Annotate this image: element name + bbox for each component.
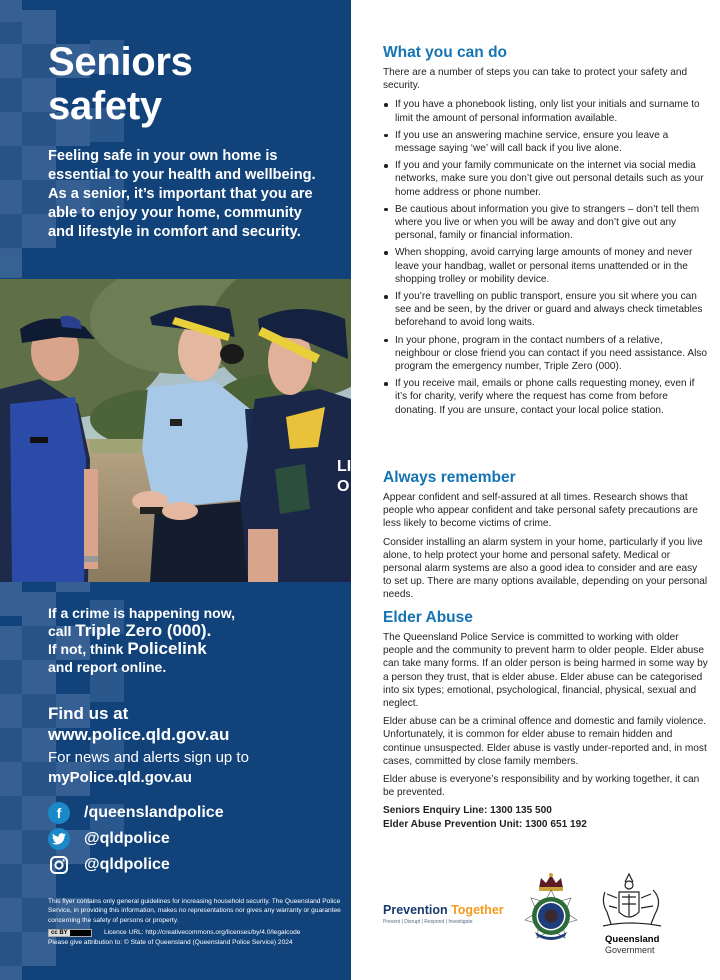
seniors-enquiry-line: Seniors Enquiry Line: 1300 135 500 <box>383 805 552 817</box>
alerts-label: For news and alerts sign up to <box>48 749 249 766</box>
together-word: Together <box>451 903 504 917</box>
queensland-police-badge-icon <box>521 872 581 948</box>
elder-abuse-unit-line: Elder Abuse Prevention Unit: 1300 651 192 <box>383 818 587 830</box>
facebook-handle[interactable]: /queenslandpolice <box>84 804 224 821</box>
remember-paragraph: Consider installing an alarm system in your home, particularly if you live alone, to help protect your home and personal safety. Medical or personal alarm systems are also a good idea to consider and are easy to set up. There are many options available, depending on your personal needs. <box>383 536 708 601</box>
find-us-label: Find us at <box>48 704 129 723</box>
tips-list <box>383 98 708 416</box>
social-links <box>48 800 224 878</box>
social-twitter[interactable] <box>48 826 224 852</box>
prevention-together-logo <box>383 903 504 917</box>
remember-paragraph: Appear confident and self-assured at all times. Research shows that people who appear confident and take personal safety precautions are less likely to become victims of crime. <box>383 492 698 530</box>
tip-item: If you use an answering machine service, ensure you leave a message saying ‘we’ will call back if you live alone. <box>383 129 708 155</box>
tip-item: When shopping, avoid carrying large amounts of money and never leave your handbag, wallet or personal items unattended or in the shopping trolley or mobility device. <box>383 246 708 286</box>
tip-item: Be cautious about information you give to strangers – don’t tell them where you live or when you will be away and don’t give out any personal, family or financial information. <box>383 203 708 243</box>
emergency-callout <box>48 604 338 676</box>
disclaimer-text: This flyer contains only general guidelines for increasing household security. The Queensland Police Service, in providing this information, makes no representations nor gives any warranty or guarantee concerning the safety of persons or property. <box>48 898 341 924</box>
heading-always-remember: Always remember <box>383 469 516 486</box>
section-always-remember <box>383 469 708 602</box>
what-intro: There are a number of steps you can take to protect your safety and security. <box>383 67 688 92</box>
facebook-icon: f <box>48 802 70 824</box>
title-line-1: Seniors <box>48 40 193 84</box>
tip-item: If you’re travelling on public transport, ensure you sit where you can see and be seen, by the driver or guard and always check timetables beforehand to avoid long waits. <box>383 290 708 330</box>
callout-line-2 <box>48 622 338 640</box>
elder-paragraph: The Queensland Police Service is committed to working with older people and the community to prevent harm to older people. Elder abuse can take many forms. If an older person is being harmed in some way by a person they trust, that is elder abuse. Elder abuse can be categorised into six types; emotional, psychological, financial, physical, sexual and neglect. <box>383 632 708 710</box>
instagram-handle[interactable]: @qldpolice <box>84 856 170 873</box>
callout-line-3 <box>48 640 338 658</box>
elder-paragraph: Elder abuse is everyone’s responsibility and by working together, it can be prevented. <box>383 774 700 799</box>
licence-row <box>48 928 348 937</box>
coat-of-arms-icon <box>597 872 667 932</box>
policelink-text: Policelink <box>127 639 207 658</box>
callout-call-prefix: call <box>48 623 76 639</box>
tip-item: If you have a phonebook listing, only list your initials and surname to limit the amount of personal information available. <box>383 98 708 124</box>
disclaimer <box>48 897 348 947</box>
section-elder-abuse <box>383 609 708 831</box>
social-facebook[interactable] <box>48 800 224 826</box>
tip-item: If you receive mail, emails or phone calls requesting money, even if it’s for charity, verify where the request has come from before donating. If you are unsure, contact your local police station. <box>383 377 708 417</box>
callout-think-prefix: If not, think <box>48 641 128 657</box>
creative-commons-icon <box>48 929 92 937</box>
section-what-you-can-do <box>383 44 708 421</box>
twitter-handle[interactable]: @qldpolice <box>84 830 170 847</box>
hero-photo <box>0 279 351 582</box>
tip-item: In your phone, program in the contact numbers of a relative, neighbour or close friend you can contact if you need assistance. Also program the emergency number, Triple Zero (000). <box>383 334 708 374</box>
prevention-word: Prevention <box>383 903 448 917</box>
prevention-tagline: Prevent | Disrupt | Respond | Investigate <box>383 919 473 925</box>
find-us-block <box>48 703 348 788</box>
queensland-government-logo <box>597 872 667 957</box>
page-title <box>48 40 193 128</box>
social-instagram[interactable] <box>48 852 224 878</box>
callout-line-1: If a crime is happening now, <box>48 605 235 621</box>
tip-item: If you and your family communicate on the internet via social media networks, make sure you don’t give out personal details such as your home address or phone number. <box>383 159 708 199</box>
photo-illustration <box>0 279 351 582</box>
svg-text:LI: LI <box>337 458 351 475</box>
triple-zero-text: Triple Zero (000). <box>75 621 212 640</box>
title-line-2: safety <box>48 84 162 128</box>
elder-paragraph: Elder abuse can be a criminal offence and domestic and family violence. Unfortunately, it is common for elder abuse to remain hidden and continue unsuspected. Elder abuse is vastly under-reported and, in most cases, committed by close family members. <box>383 716 707 767</box>
twitter-icon <box>48 828 70 850</box>
heading-elder-abuse: Elder Abuse <box>383 609 473 626</box>
qld-gov-line-2: Government <box>605 945 655 955</box>
svg-text:O: O <box>337 478 350 495</box>
attribution-text: Please give attribution to: © State of Queensland (Queensland Police Service) 2024 <box>48 938 293 946</box>
instagram-icon <box>48 854 70 876</box>
left-panel <box>0 0 351 980</box>
website-link[interactable]: www.police.qld.gov.au <box>48 725 230 744</box>
licence-url[interactable]: Licence URL: http://creativecommons.org/licenses/by/4.0/legalcode <box>104 929 301 937</box>
logo-row <box>383 868 683 958</box>
qld-gov-line-1: Queensland <box>605 934 660 945</box>
heading-what-you-can-do: What you can do <box>383 44 507 61</box>
mypolice-link[interactable]: myPolice.qld.gov.au <box>48 769 192 786</box>
intro-text: Feeling safe in your own home is essential to your health and wellbeing. As a senior, it’s important that you are able to enjoy your home, community and lifestyle in comfort and security. <box>48 148 316 240</box>
cc-badge-label: cc BY <box>51 929 68 936</box>
callout-line-4: and report online. <box>48 659 167 675</box>
